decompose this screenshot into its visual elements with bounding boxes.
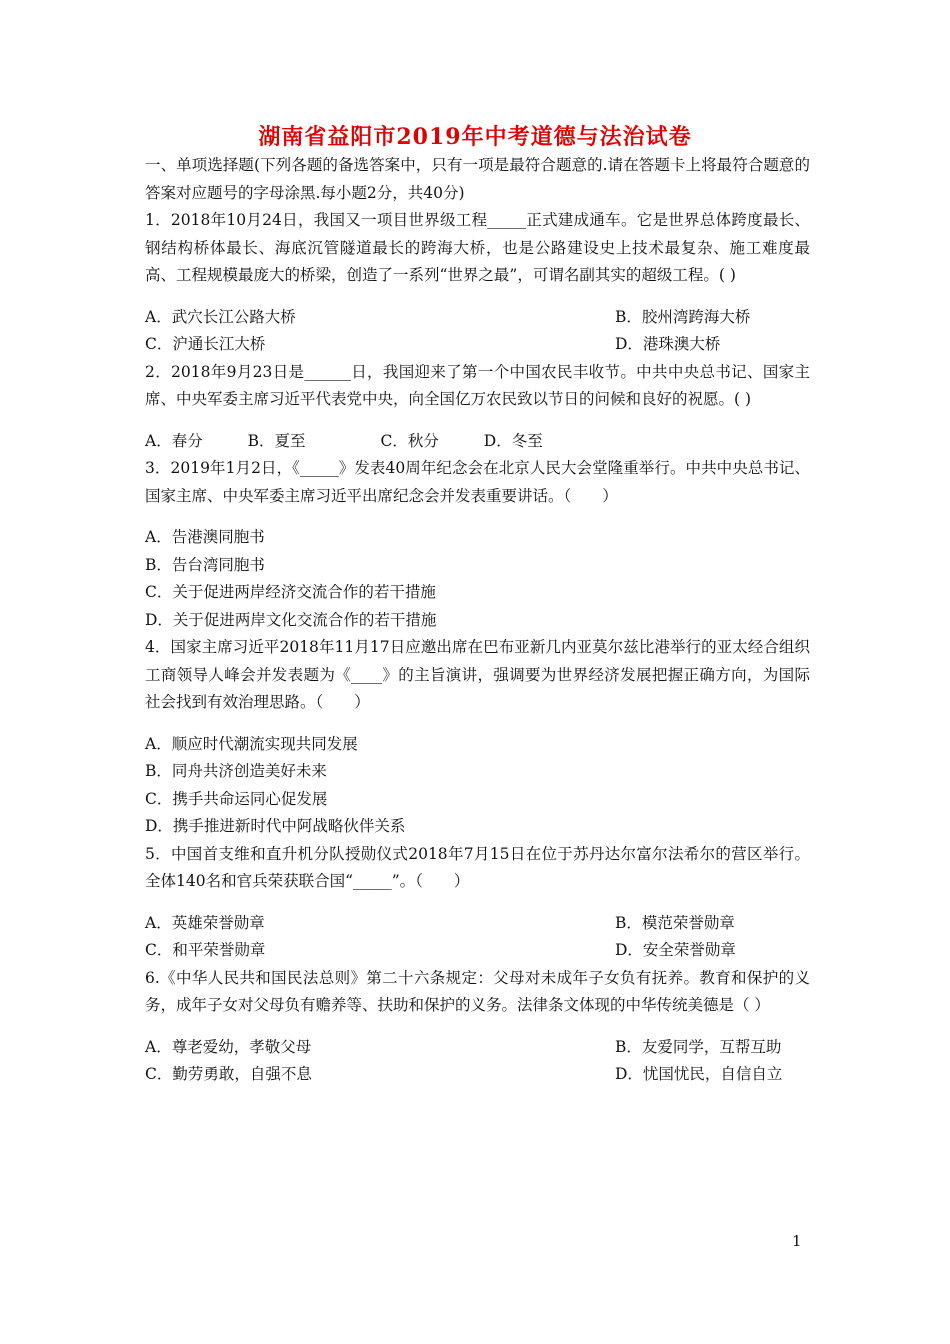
question-1-option-c[interactable]: C．沪通长江大桥 (145, 335, 266, 353)
question-1-options-row-2 (145, 331, 810, 359)
question-6-stem: 6.《中华人民共和国民法总则》第二十六条规定：父母对未成年子女负有抚养。教育和保护的义务，成年子女对父母负有赡养等、扶助和保护的义务。法律条文体现的中华传统美德是（ ） (145, 968, 810, 1014)
exam-content (145, 152, 810, 1089)
question-5-options-row-1 (145, 910, 810, 938)
question-1-option-b[interactable]: B．胶州湾跨海大桥 (615, 307, 751, 326)
question-4-stem: 4．国家主席习近平2018年11月17日应邀出席在巴布亚新几内亚莫尔兹比港举行的亚太经合组织工商领导人峰会并发表题为《____》的主旨演讲，强调要为世界经济发展把握正确方向，为国际社会找到有效治理思路。（ ） (145, 638, 810, 711)
question-5-option-d[interactable]: D．安全荣誉勋章 (615, 941, 736, 959)
question-1-option-d[interactable]: D．港珠澳大桥 (615, 335, 721, 353)
question-6-option-d[interactable]: D．忧国忧民，自信自立 (615, 1065, 783, 1083)
question-2-option-a[interactable]: A．春分 (145, 431, 203, 450)
question-3-option-d[interactable]: D．关于促进两岸文化交流合作的若干措施 (145, 610, 437, 629)
question-4-option-d[interactable]: D．携手推进新时代中阿战略伙伴关系 (145, 817, 406, 835)
question-6-option-c[interactable]: C．勤劳勇敢，自强不息 (145, 1065, 312, 1083)
question-3-option-c[interactable]: C．关于促进两岸经济交流合作的若干措施 (145, 583, 436, 601)
question-6-options-row-1 (145, 1034, 810, 1062)
question-6-option-b[interactable]: B．友爱同学，互帮互助 (615, 1037, 782, 1056)
page-number: 1 (792, 1232, 802, 1250)
question-5-option-a[interactable]: A．英雄荣誉勋章 (145, 913, 265, 932)
question-4-option-b[interactable]: B．同舟共济创造美好未来 (145, 762, 327, 780)
question-2-option-d[interactable]: D．冬至 (483, 431, 543, 450)
question-1-options-row-1 (145, 304, 810, 332)
question-3-option-a[interactable]: A．告港澳同胞书 (145, 528, 265, 546)
question-5-option-c[interactable]: C．和平荣誉勋章 (145, 941, 266, 959)
question-3-stem: 3．2019年1月2日，《_____》发表40周年纪念会在北京人民大会堂隆重举行。中共中央总书记、国家主席、中央军委主席习近平出席纪念会并发表重要讲话。（ ） (145, 459, 810, 505)
question-3-option-b[interactable]: B．告台湾同胞书 (145, 555, 265, 574)
question-4-option-c[interactable]: C．携手共命运同心促发展 (145, 789, 328, 808)
question-2-option-b[interactable]: B．夏至 (247, 431, 306, 450)
question-1-stem: 1．2018年10月24日，我国又一项目世界级工程_____正式建成通车。它是世界总体跨度最长、钢结构桥体最长、海底沉管隧道最长的跨海大桥，也是公路建设史上技术最复杂、施工难度最高、工程规模最庞大的桥梁，创造了一系列“世界之最”，可谓名副其实的超级工程。( ) (145, 211, 810, 284)
question-6-option-a[interactable]: A．尊老爱幼，孝敬父母 (145, 1037, 312, 1056)
question-5-stem: 5．中国首支维和直升机分队授勋仪式2018年7月15日在位于苏丹达尔富尔法希尔的营区举行。全体140名和官兵荣获联合国“_____”。（ ） (145, 844, 810, 890)
question-2-stem: 2．2018年9月23日是______日，我国迎来了第一个中国农民丰收节。中共中央总书记、国家主席、中央军委主席习近平代表党中央，向全国亿万农民致以节日的问候和良好的祝愿。( ) (145, 362, 810, 408)
question-5-options-row-2 (145, 937, 810, 965)
question-1-option-a[interactable]: A．武穴长江公路大桥 (145, 307, 296, 326)
question-2-options (145, 428, 810, 456)
question-2-option-c[interactable]: C．秋分 (380, 431, 439, 450)
section-heading: 一、单项选择题(下列各题的备选答案中，只有一项是最符合题意的.请在答题卡上将最符合题意的答案对应题号的字母涂黑.每小题2分，共40分) (145, 156, 810, 202)
question-6-options-row-2 (145, 1061, 810, 1089)
question-4-option-a[interactable]: A．顺应时代潮流实现共同发展 (145, 734, 358, 753)
question-5-option-b[interactable]: B．模范荣誉勋章 (615, 913, 735, 932)
page-title: 湖南省益阳市2019年中考道德与法治试卷 (258, 124, 692, 150)
